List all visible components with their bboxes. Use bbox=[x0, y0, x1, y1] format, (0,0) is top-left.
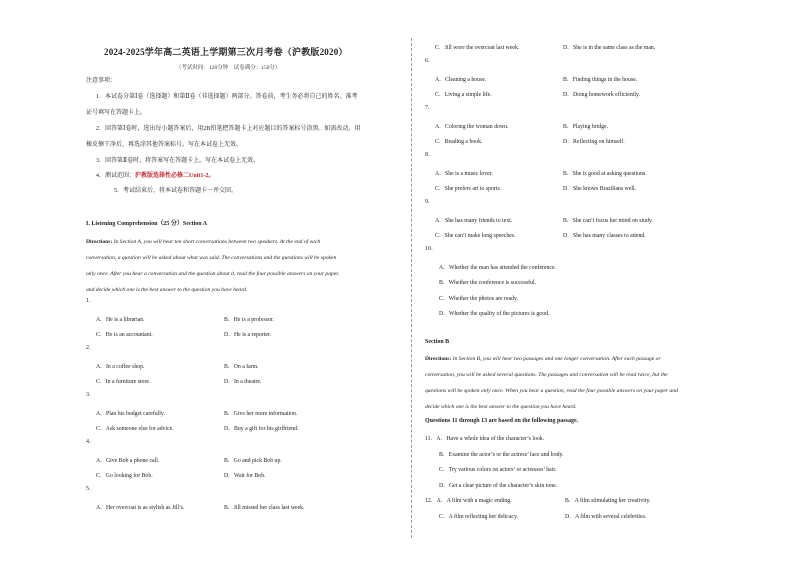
option: D．A film with several celebrities. bbox=[565, 514, 647, 520]
option: D．She is in the same class as the man. bbox=[563, 45, 656, 51]
exam-title: 2024-2025学年高二英语上学期第三次月考卷（沪教版2020） bbox=[104, 47, 348, 57]
section-a-directions bbox=[86, 234, 408, 298]
question-number: 9． bbox=[425, 199, 435, 205]
section-b-directions bbox=[425, 351, 735, 415]
question-number: 3． bbox=[86, 392, 96, 398]
question-number-label: 11． bbox=[425, 436, 437, 442]
directions-line: conversation, a question will be asked about what was said. The conversations and the questions will be spoken bbox=[86, 255, 337, 261]
option: A．Whether the man has attended the conference. bbox=[439, 265, 557, 271]
question-number bbox=[425, 495, 512, 504]
section-b-heading: Section B bbox=[425, 339, 450, 345]
question-number: 2． bbox=[86, 345, 96, 351]
option: B．Examine the actor’s or the actress’ face and body. bbox=[439, 452, 564, 458]
column-divider bbox=[411, 38, 412, 538]
question-number-label: 12． bbox=[425, 498, 437, 504]
option: B．Jill missed her class last week. bbox=[224, 505, 305, 511]
option: B．On a farm. bbox=[224, 364, 259, 370]
test-scope-value: 沪教版选择性必修二Unit1-2。 bbox=[135, 173, 215, 179]
question-number bbox=[425, 433, 544, 442]
option: A．Cleaning a house. bbox=[435, 77, 487, 83]
option: A．He is a librarian. bbox=[96, 317, 145, 323]
option: B．Playing bridge. bbox=[563, 124, 609, 130]
note-line-6 bbox=[96, 173, 214, 180]
option: B．She can’t focus her mind on study. bbox=[563, 218, 653, 224]
option: C．Whether the photos are ready. bbox=[439, 296, 518, 302]
option: D．She knows Brazilians well. bbox=[563, 186, 637, 192]
option: B．Whether the conference is successful. bbox=[439, 280, 537, 286]
question-number: 6． bbox=[425, 58, 435, 64]
note-line-7: 5．考试结束后，将本试卷和答题卡一并交回。 bbox=[114, 188, 238, 194]
directions-line: decide which one is the best answer to the question you have heard. bbox=[425, 404, 577, 410]
option: A．In a coffee shop. bbox=[96, 364, 145, 370]
section-a-label: （25 分）Section A bbox=[157, 221, 208, 227]
option: D．She has many classes to attend. bbox=[563, 233, 646, 239]
directions-label: Directions: bbox=[86, 239, 113, 245]
option: A．Coloring the woman down. bbox=[435, 124, 509, 130]
directions-line: questions will be spoken only once. When you hear a question, read the four possible answers on your paper and bbox=[425, 388, 678, 394]
question-number: 8． bbox=[425, 152, 435, 158]
directions-label: Directions: bbox=[425, 356, 452, 362]
question-number: 4． bbox=[86, 439, 96, 445]
option: B．Finding things in the house. bbox=[563, 77, 638, 83]
directions-line: and decide which one is the best answer to the question you have heard. bbox=[86, 287, 248, 293]
option: D．Reflecting on himself. bbox=[563, 139, 625, 145]
listening-heading: I. Listening Comprehension bbox=[86, 221, 158, 227]
option: C．Jill wore the overcoat last week. bbox=[435, 45, 520, 51]
option: D．Wait for Bob. bbox=[224, 473, 266, 479]
option: A．She is a music lover. bbox=[435, 171, 493, 177]
option: C．Ask someone else for advice. bbox=[96, 426, 174, 432]
option: B．He is a professor. bbox=[224, 317, 274, 323]
option: A．Have a whole idea of the character’s look. bbox=[436, 436, 545, 442]
option: C．He is an accountant. bbox=[96, 332, 153, 338]
option: B．A film stimulating her creativity. bbox=[565, 498, 651, 504]
option: B．She is good at asking questions. bbox=[563, 171, 647, 177]
section-a-heading bbox=[86, 221, 207, 228]
option: D．He is a reporter. bbox=[224, 332, 272, 338]
question-number: 10． bbox=[425, 246, 438, 252]
option: A．Plan his budget carefully. bbox=[96, 411, 165, 417]
option: D．Whether the quality of the pictures is good. bbox=[439, 311, 550, 317]
option: C．She prefers art to sports. bbox=[435, 186, 502, 192]
option: C．In a furniture store. bbox=[96, 379, 151, 385]
note-line-3: 2．回答第Ⅰ卷时，选出每小题答案后，用2B铅笔把答题卡上对应题目的答案标号涂黑。如需改动，用 bbox=[96, 126, 361, 132]
directions-line: only once. After you hear a conversation and the question about it, read the four possible answers on your paper, bbox=[86, 271, 340, 277]
option: A．Give Bob a phone call. bbox=[96, 458, 160, 464]
notes-heading: 注意事项： bbox=[86, 78, 117, 84]
question-number: 7． bbox=[425, 105, 435, 111]
option: C．Reading a book. bbox=[435, 139, 483, 145]
note-line-1: 1．本试卷分第Ⅰ卷（选择题）和第Ⅱ卷（非选择题）两部分。答卷前，考生务必将自己的姓名、准考 bbox=[96, 94, 358, 100]
question-number: 1． bbox=[86, 298, 96, 304]
note-line-4: 橡皮擦干净后，再选涂其他答案标号。写在本试卷上无效。 bbox=[86, 142, 243, 148]
option: D．Doing homework efficiently. bbox=[563, 92, 640, 98]
note-line-2: 证号填写在答题卡上。 bbox=[86, 110, 147, 116]
directions-line: In Section A, you will hear ten short conversations between two speakers. At the end of each bbox=[113, 239, 321, 245]
option: B．Give her more information. bbox=[224, 411, 298, 417]
note-line-5: 3．回答第Ⅱ卷时，将答案写在答题卡上。写在本试卷上无效。 bbox=[96, 158, 260, 164]
option: A．Her overcoat is as stylish as Jill’s. bbox=[96, 505, 185, 511]
directions-line: conversation, you will be asked several questions. The passages and conversation will be read twice, but the bbox=[425, 372, 668, 378]
option: D．Buy a gift for his girlfriend. bbox=[224, 426, 299, 432]
option: C．A film reflecting her delicacy. bbox=[439, 514, 518, 520]
option: C．Go looking for Bob. bbox=[96, 473, 153, 479]
question-number: 5． bbox=[86, 486, 96, 492]
option: C．She can’t make long speeches. bbox=[435, 233, 516, 239]
option: A．She has many friends to text. bbox=[435, 218, 513, 224]
option: C．Living a simple life. bbox=[435, 92, 492, 98]
option: D．Get a clear picture of the character’s skin tone. bbox=[439, 483, 558, 489]
option: B．Go and pick Bob up. bbox=[224, 458, 282, 464]
option: D．In a theatre. bbox=[224, 379, 262, 385]
question-group-heading: Questions 11 through 13 are based on the following passage. bbox=[425, 418, 579, 424]
option: A．A film with a magic ending. bbox=[436, 498, 512, 504]
test-scope-label: 4．测试范围： bbox=[96, 173, 136, 179]
exam-info: （考试时间：120分钟 试卷满分：150分） bbox=[176, 65, 281, 71]
option: C．Try various colors on actors’ or actresses’ hair. bbox=[439, 467, 557, 473]
directions-line: In Section B, you will hear two passages and one longer conversation. After each passage or bbox=[452, 356, 661, 362]
